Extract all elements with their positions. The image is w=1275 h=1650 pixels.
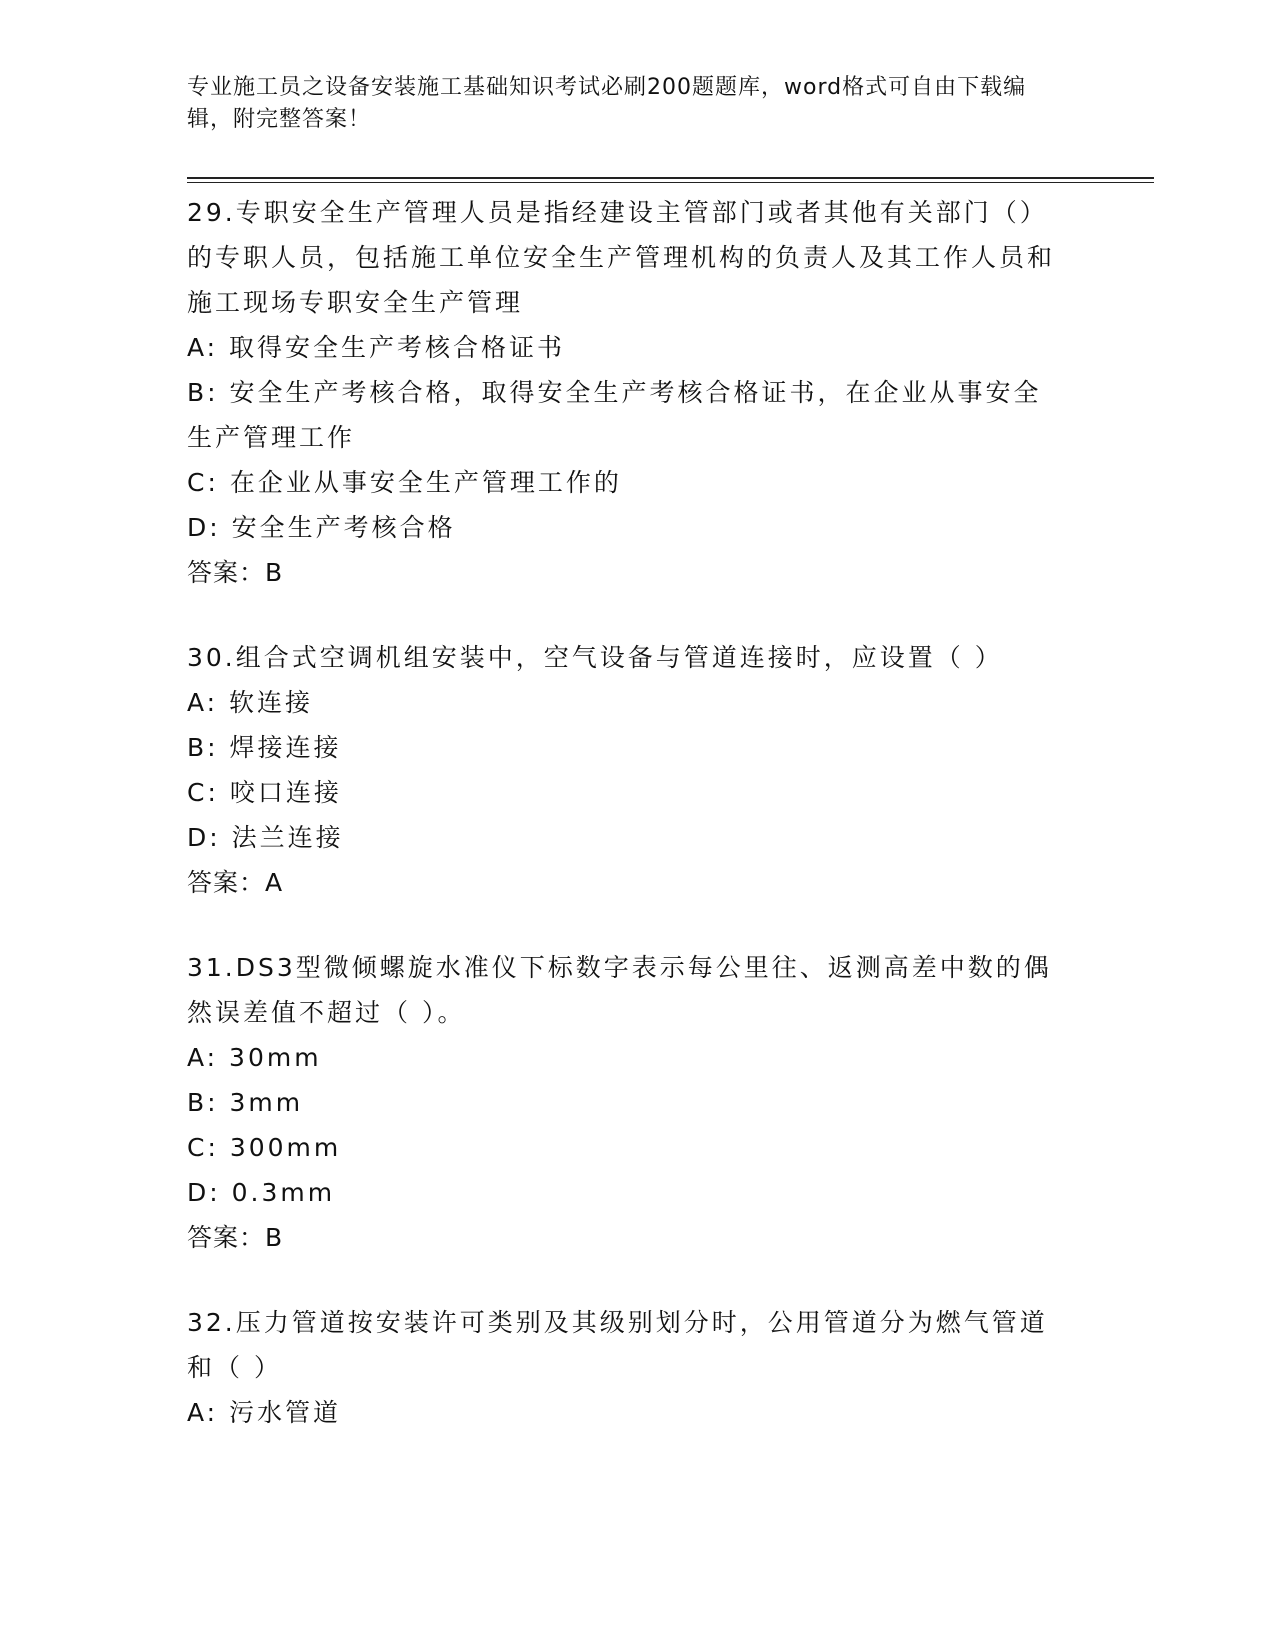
option-d: D: 安全生产考核合格 [187,513,456,542]
question-30 [187,635,1067,905]
header-divider [187,177,1154,179]
option-a: A: 污水管道 [187,1398,342,1427]
question-list [187,190,1067,1475]
option-c: C: 咬口连接 [187,778,342,807]
answer: 答案：B [187,558,284,587]
header-title: 专业施工员之设备安装施工基础知识考试必刷200题题库，word格式可自由下载编辑，附完整答案！ [187,75,1027,132]
option-b: B: 焊接连接 [187,733,342,762]
question-31 [187,945,1067,1260]
option-d: D: 法兰连接 [187,823,344,852]
option-d: D: 0.3mm [187,1178,336,1207]
option-c: C: 300mm [187,1133,342,1162]
question-29 [187,190,1067,595]
question-32 [187,1300,1067,1435]
option-b: B: 3mm [187,1088,304,1117]
answer: 答案：A [187,868,284,897]
question-text: 30.组合式空调机组安装中，空气设备与管道连接时，应设置（ ） [187,643,1003,672]
document-header [187,72,1067,136]
option-a: A: 30mm [187,1043,322,1072]
option-a: A: 软连接 [187,688,314,717]
header-divider-thin [187,182,1154,183]
question-text: 31.DS3型微倾螺旋水准仪下标数字表示每公里往、返测高差中数的偶然误差值不超过（ ）。 [187,953,1052,1027]
option-c: C: 在企业从事安全生产管理工作的 [187,468,622,497]
option-b: B: 安全生产考核合格，取得安全生产考核合格证书，在企业从事安全生产管理工作 [187,378,1042,452]
question-text: 32.压力管道按安装许可类别及其级别划分时，公用管道分为燃气管道和（ ） [187,1308,1048,1382]
question-text: 29.专职安全生产管理人员是指经建设主管部门或者其他有关部门（）的专职人员，包括施工单位安全生产管理机构的负责人及其工作人员和施工现场专职安全生产管理 [187,198,1056,317]
option-a: A: 取得安全生产考核合格证书 [187,333,566,362]
answer: 答案：B [187,1223,284,1252]
